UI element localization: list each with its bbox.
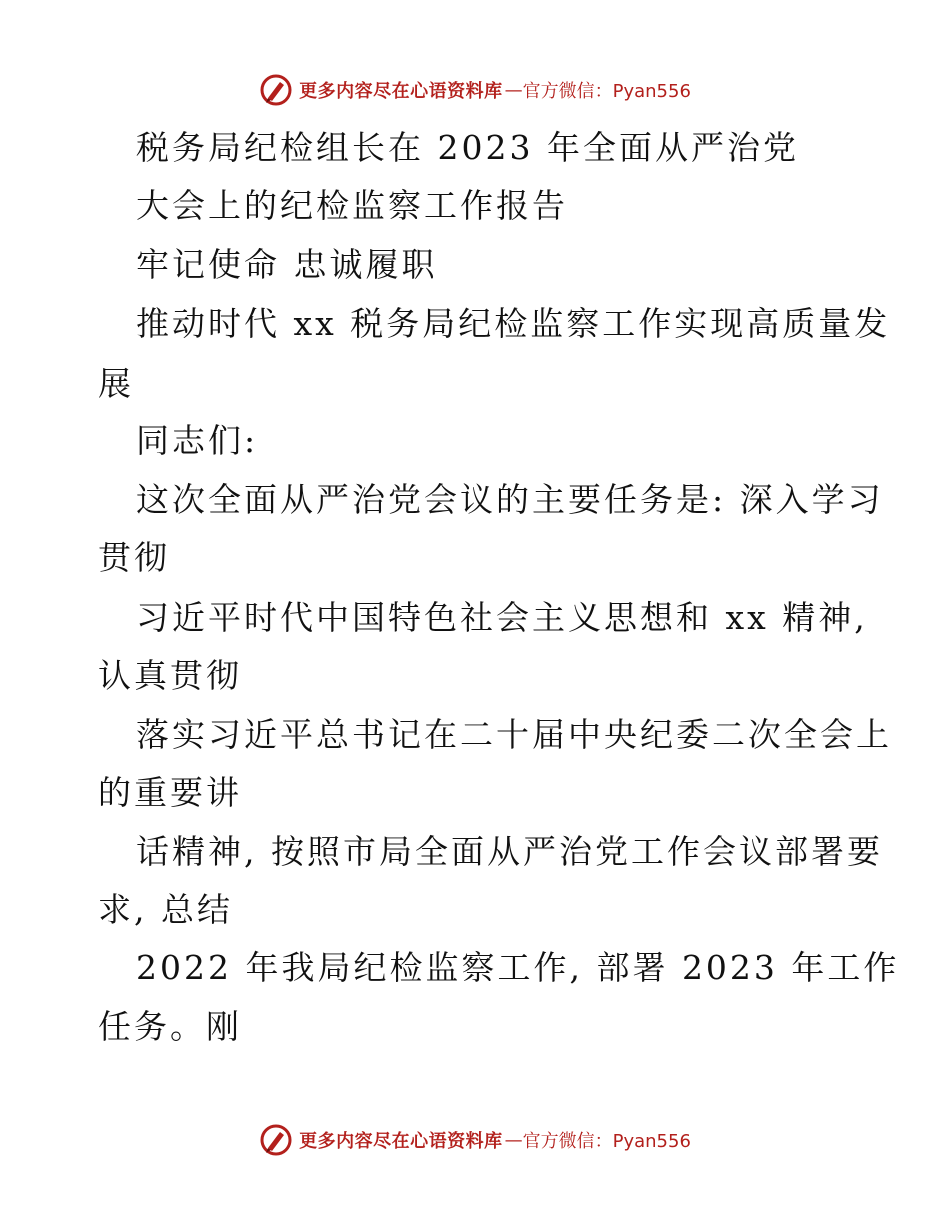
paragraph-1-line: 这次全面从严治党会议的主要任务是: 深入学习 [136,480,884,519]
red-pen-logo-icon [259,73,293,107]
banner-dash: — [504,1129,523,1151]
footer-watermark-banner [0,1120,950,1160]
header-watermark-banner [0,70,950,110]
title-line-2: 大会上的纪检监察工作报告 [136,186,568,225]
subtitle-line-2: 推动时代 xx 税务局纪检监察工作实现高质量发 [136,304,891,343]
paragraph-3-cont: 的重要讲 [98,773,242,812]
subtitle-line-2-cont: 展 [98,364,134,403]
paragraph-2-line: 习近平时代中国特色社会主义思想和 xx 精神, [136,598,868,637]
paragraph-1-cont: 贯彻 [98,538,170,577]
paragraph-5-cont: 任务。刚 [98,1007,242,1046]
salutation: 同志们: [136,421,259,460]
red-pen-logo-icon [259,1123,293,1157]
paragraph-4-line: 话精神, 按照市局全面从严治党工作会议部署要 [136,832,883,871]
banner-wechat-text: 官方微信：Pyan556 [522,81,691,102]
paragraph-2-cont: 认真贯彻 [98,656,242,695]
title-line-1: 税务局纪检组长在 2023 年全面从严治党 [136,128,799,167]
banner-dash: — [504,79,523,101]
paragraph-5-line: 2022 年我局纪检监察工作, 部署 2023 年工作 [136,948,900,987]
paragraph-3-line: 落实习近平总书记在二十届中央纪委二次全会上 [136,715,892,754]
banner-main-text: 更多内容尽在心语资料库 [299,1131,503,1152]
subtitle-line-1: 牢记使命 忠诚履职 [136,245,438,284]
banner-main-text: 更多内容尽在心语资料库 [299,81,503,102]
banner-wechat-text: 官方微信：Pyan556 [522,1131,691,1152]
paragraph-4-cont: 求, 总结 [98,890,233,929]
